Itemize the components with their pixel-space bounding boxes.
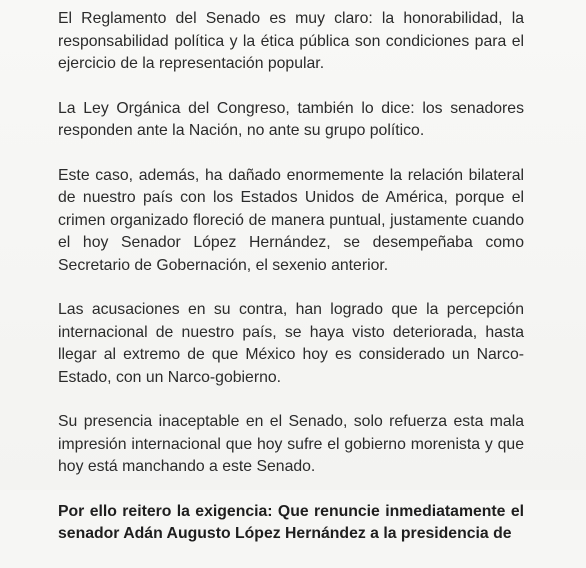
paragraph-exigencia: Por ello reitero la exigencia: Que renuncie inmediatamente el senador Adán Augusto López Hernández a la presidencia de [58, 502, 524, 542]
paragraph-acusaciones: Las acusaciones en su contra, han logrado que la percepción internacional de nuestro país, se haya visto deteriorada, hasta llegar al extremo de que México hoy es considerado un Narco-Estado, con un Narco-gobierno. [58, 301, 524, 386]
paragraph-ley-organica: La Ley Orgánica del Congreso, también lo dice: los senadores responden ante la Nación, no ante su grupo político. [58, 99, 524, 139]
paragraph-presencia: Su presencia inaceptable en el Senado, solo refuerza esta mala impresión internacional que hoy sufre el gobierno morenista y que hoy está manchando a este Senado. [58, 413, 524, 475]
paragraph-relacion-bilateral: Este caso, además, ha dañado enormemente la relación bilateral de nuestro país con los Estados Unidos de América, porque el crimen organizado floreció de manera puntual, justamente cuando el hoy Senador López Hernández, se desempeñaba como Secretario de Gobernación, el sexenio anterior. [58, 166, 524, 274]
document-body [58, 8, 524, 568]
paragraph-reglamento: El Reglamento del Senado es muy claro: la honorabilidad, la responsabilidad política y la ética pública son condiciones para el ejercicio de la representación popular. [58, 10, 524, 72]
